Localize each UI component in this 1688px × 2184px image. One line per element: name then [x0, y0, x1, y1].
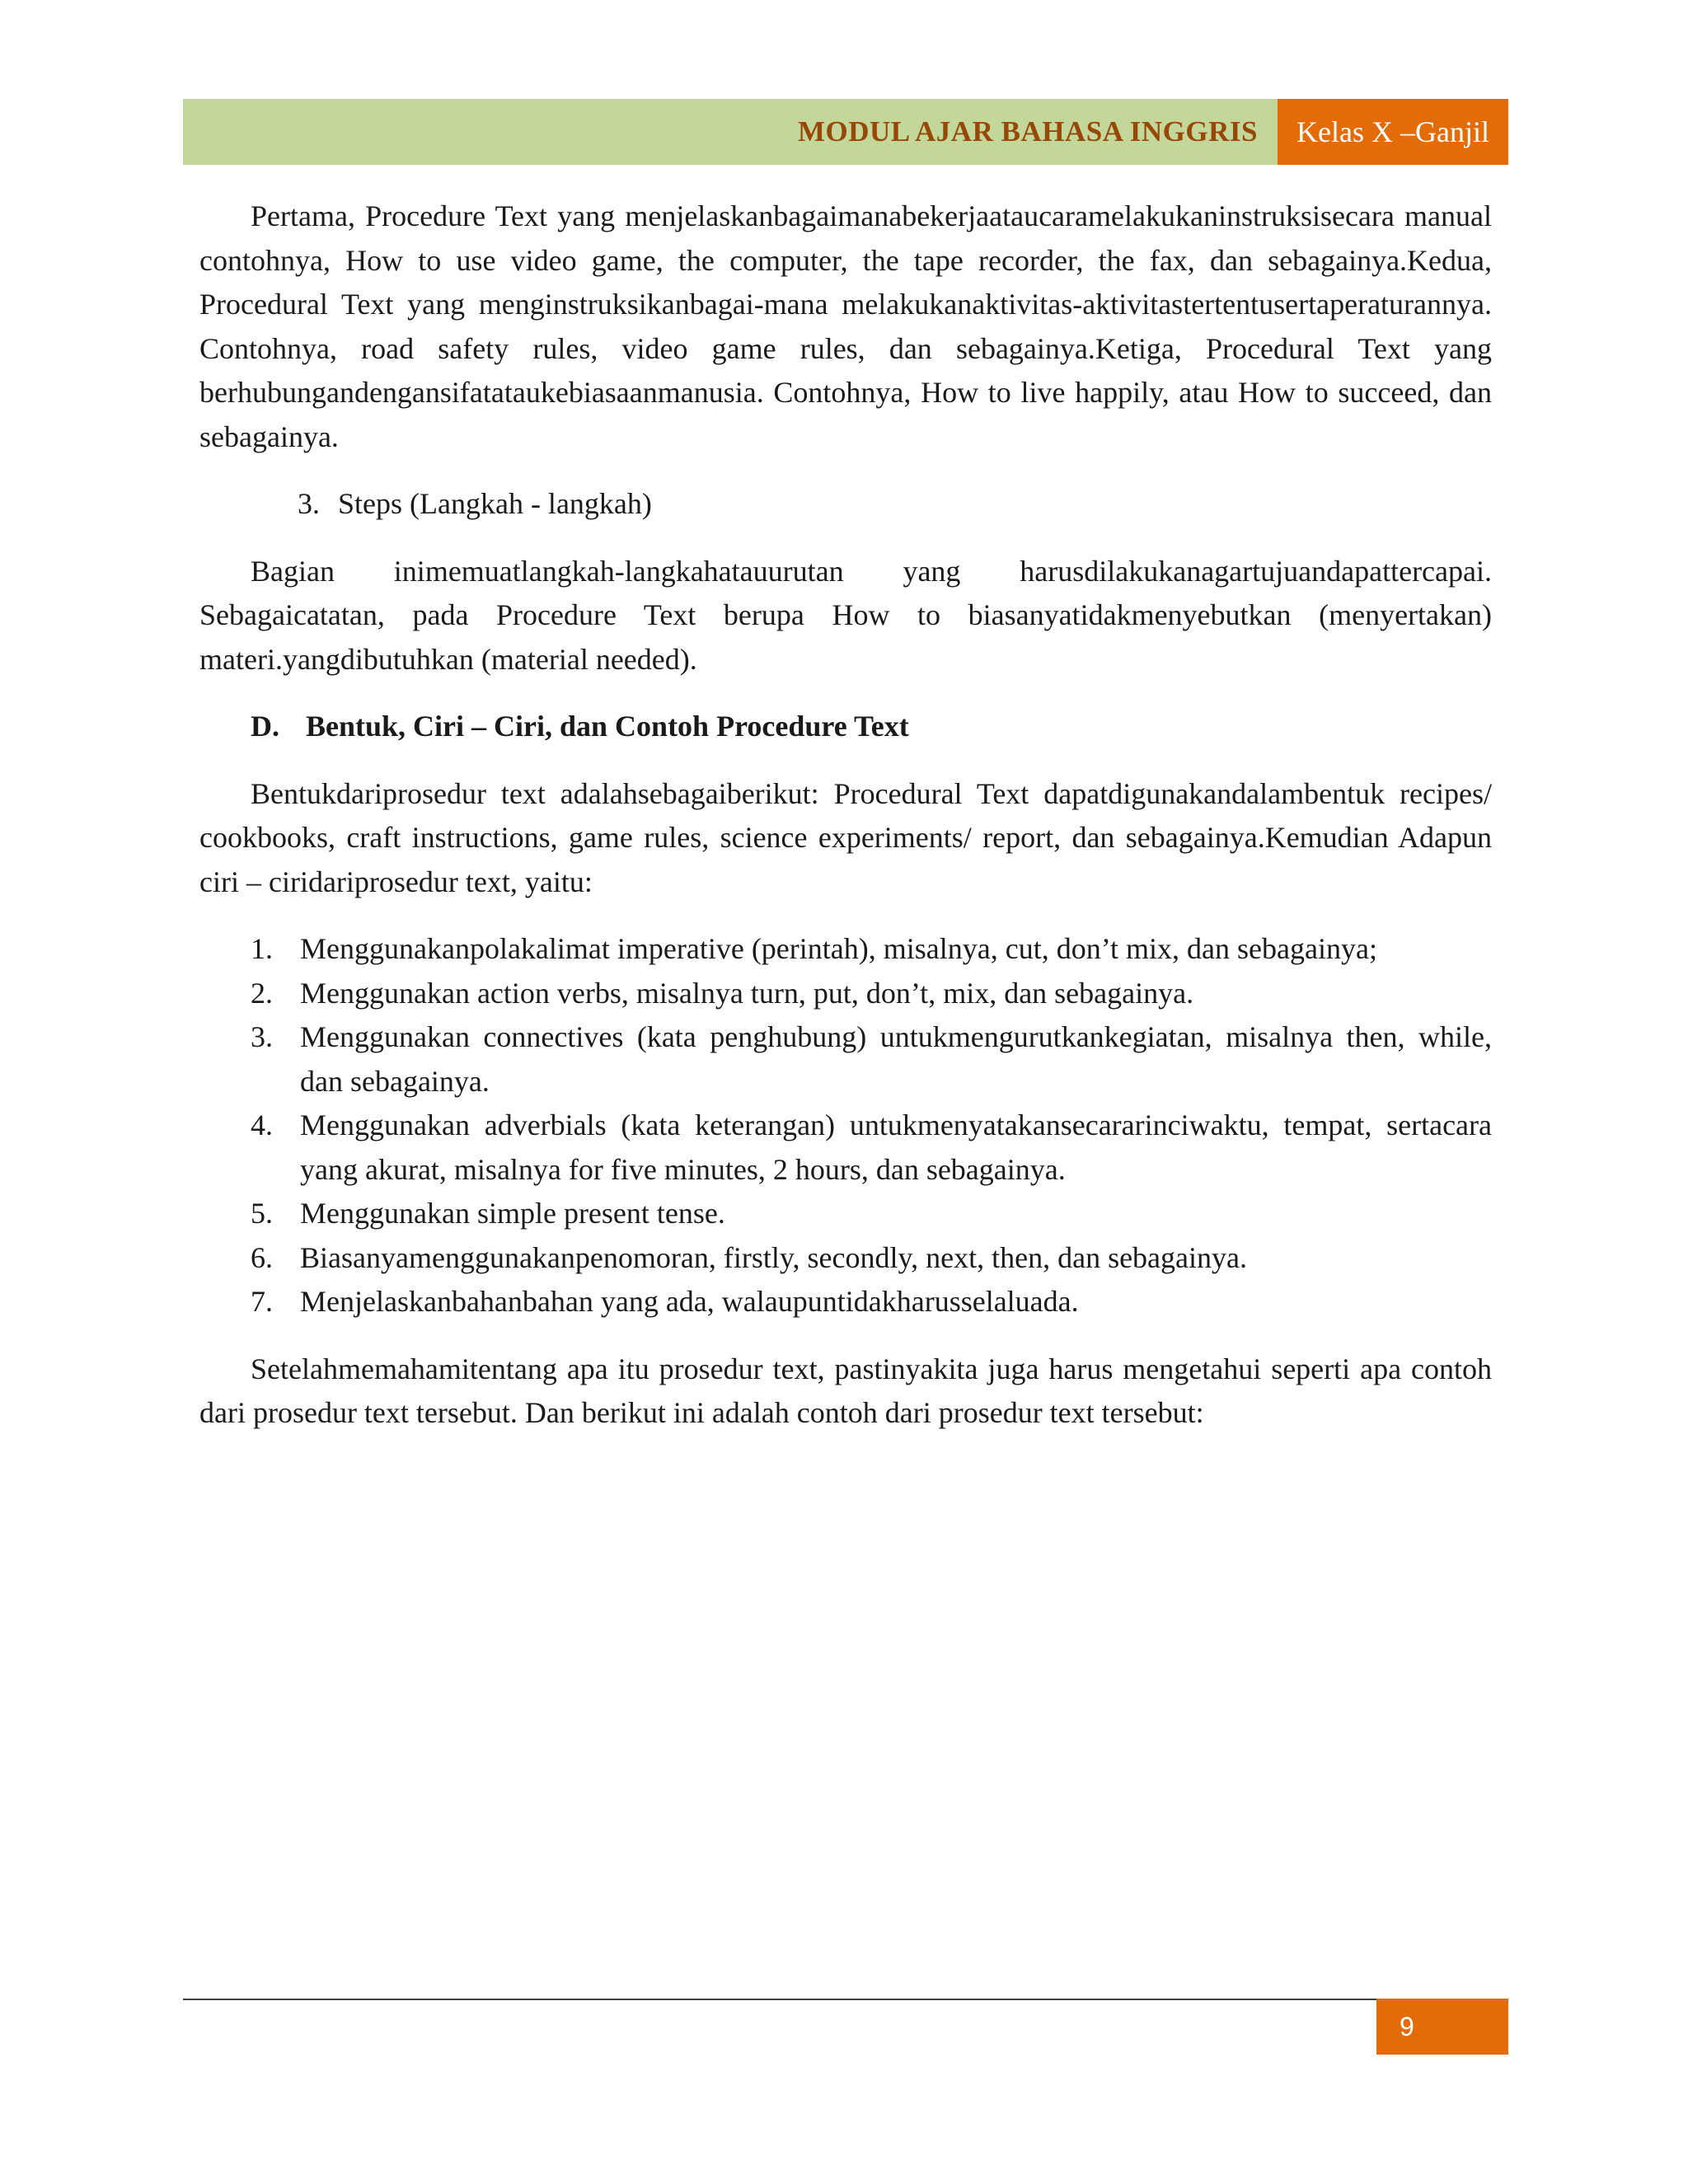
- form-paragraph: Bentukdariprosedur text adalahsebagaiberikut: Procedural Text dapatdigunakandalambentuk recipes/ cookbooks, craft instructions, game rules, science experiments/ report, dan sebagainya.Kemudian Adapun ciri – ciridariprosedur text, yaitu:: [199, 776, 1492, 898]
- page-content: [199, 194, 1492, 1436]
- page-header: [183, 99, 1508, 165]
- list-item-number: 2.: [251, 976, 273, 1010]
- list-item-number: 3.: [251, 1020, 273, 1053]
- list-item-text: Menjelaskanbahanbahan yang ada, walaupuntidakharusselaluada.: [300, 1285, 1079, 1318]
- section-d-letter: D.: [251, 710, 279, 743]
- steps-paragraph: Bagian inimemuatlangkah-langkahatauurutan yang harusdilakukanagartujuandapattercapai. Sebagaicatatan, pada Procedure Text berupa How to biasanyatidakmenyebutkan (menyertakan) materi.yangdibutuhkan (material needed).: [199, 554, 1492, 676]
- list-item: [251, 972, 1492, 1016]
- class-label: Kelas X –Ganjil: [1278, 99, 1508, 165]
- list-item: [251, 927, 1492, 972]
- list-item-text: Menggunakanpolakalimat imperative (perintah), misalnya, cut, don’t mix, dan sebagainya;: [300, 932, 1377, 965]
- steps-heading: [199, 482, 1492, 527]
- list-item: [251, 1015, 1492, 1104]
- intro-paragraph: Pertama, Procedure Text yang menjelaskanbagaimanabekerjaataucaramelakukaninstruksisecara manual contohnya, How to use video game, the computer, the tape recorder, the fax, dan sebagainya.Kedua, Procedural Text yang menginstruksikanbagai-mana melakukanaktivitas-aktivitastertentusertaperaturannya. Contohnya, road safety rules, video game rules, dan sebagainya.Ketiga, Procedural Text yang berhubungandengansifatataukebiasaanmanusia. Contohnya, How to live happily, atau How to succeed, dan sebagainya.: [199, 199, 1492, 453]
- steps-heading-text: Steps (Langkah - langkah): [338, 487, 652, 520]
- section-d-heading: [199, 705, 1492, 749]
- list-item-text: Menggunakan connectives (kata penghubung) untukmengurutkankegiatan, misalnya then, while, dan sebagainya.: [300, 1020, 1492, 1098]
- closing-paragraph: Setelahmemahamitentang apa itu prosedur text, pastinyakita juga harus mengetahui seperti apa contoh dari prosedur text tersebut. Dan berikut ini adalah contoh dari prosedur text tersebut:: [199, 1352, 1492, 1429]
- list-item-number: 1.: [251, 932, 273, 965]
- list-item-text: Menggunakan adverbials (kata keterangan) untukmenyatakansecararinciwaktu, tempat, sertacara yang akurat, misalnya for five minutes, 2 hours, dan sebagainya.: [300, 1108, 1492, 1186]
- features-list: [199, 927, 1492, 1324]
- list-item-text: Menggunakan action verbs, misalnya turn, put, don’t, mix, dan sebagainya.: [300, 976, 1194, 1010]
- list-item-number: 6.: [251, 1240, 273, 1274]
- list-item: [251, 1280, 1492, 1324]
- list-item: [251, 1104, 1492, 1192]
- steps-heading-number: 3.: [298, 487, 320, 520]
- list-item-text: Biasanyamenggunakanpenomoran, firstly, secondly, next, then, dan sebagainya.: [300, 1240, 1247, 1274]
- module-title: MODUL AJAR BAHASA INGGRIS: [797, 115, 1258, 148]
- list-item: [251, 1236, 1492, 1281]
- footer-rule: [183, 1999, 1508, 2000]
- list-item-number: 4.: [251, 1108, 273, 1141]
- list-item-text: Menggunakan simple present tense.: [300, 1197, 725, 1230]
- list-item-number: 5.: [251, 1197, 273, 1230]
- list-item: [251, 1192, 1492, 1236]
- page-number: 9: [1376, 1999, 1508, 2055]
- list-item-number: 7.: [251, 1285, 273, 1318]
- section-d-title: Bentuk, Ciri – Ciri, dan Contoh Procedure Text: [306, 710, 909, 743]
